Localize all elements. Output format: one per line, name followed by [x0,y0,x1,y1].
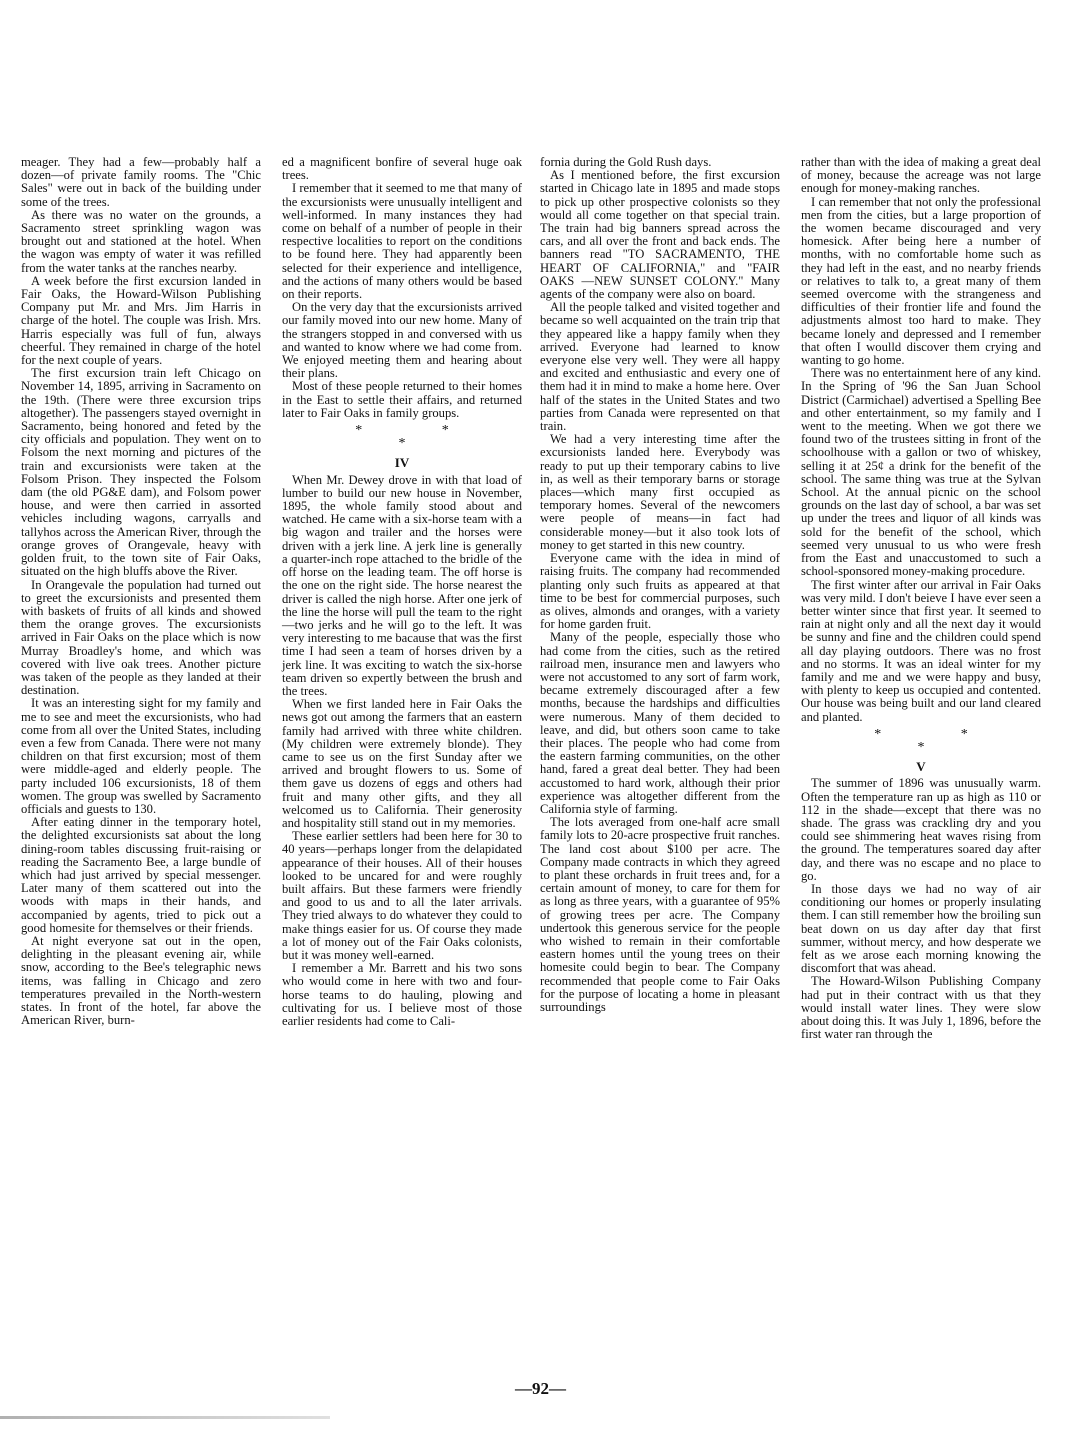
section-heading: V [916,759,926,775]
paragraph: We had a very interesting time after the excursionists landed here. Everybody was ready to put up their temporary cabins to live in, as well as their temporary barns or storage places—which many first occupied as temporary homes. Several of the newcomers were people of means—in fact had considerable money—but it also took lots of money to get started in this new country. [540,432,780,552]
paragraph: Many of the people, especially those who had come from the cities, such as the retired railroad men, insurance men and lawyers who were not accustomed to any sort of farm work, became extremely discouraged after a few months, because the hardships and difficulties were numerous. Many of them decided to leave, and did, but others soon came to take their places. The people who had come from the eastern farming communities, on the other hand, fared a great deal better. They had been accustomed to hard work, although their prior experience was altogether different from the California style of farming. [540,630,780,816]
section-separator: * * * [355,423,487,452]
paragraph: When we first landed here in Fair Oaks the news got out among the farmers that an eastern family had arrived with three white children. (My children were extremely blonde). They came to see us on the first Sunday after we arrived and brought flowers to us. Some of them gave us dozens of eggs and others had fruit and many other gifts, and they all welcomed us to California. Their generosity and hospitality still stand out in my memories. [282,697,522,830]
paragraph: All the people talked and visited together and became so well acquainted on the train trip that they appeared like a happy family when they arrived. Everyone had learned to know everyone else very well. They were all happy and excited and enthusiastic and every one of them had it in mind to make a home here. Over half of the states in the United States and two parties from Canada were represented on that train. [540,300,780,434]
paragraph: As I mentioned before, the first excursion started in Chicago late in 1895 and made stops to pick up other prospective colonists so they would all come together on that special train. The train had big banners spread across the cars, and all over the front and back ends. The banners read "TO SACRAMENTO, THE HEART OF CALIFORNIA," and "FAIR OAKS —NEW SUNSET COLONY." Many agents of the company were also on board. [540,168,780,302]
paragraph: As there was no water on the grounds, a Sacramento street sprinkling wagon was brought out and stationed at the hotel. When the wagon was empty of water it was refilled from the water tanks at the ranches nearby. [21,207,261,275]
page-number: —92— [515,1379,566,1398]
paragraph: The summer of 1896 was unusually warm. Often the temperature ran up as high as 110 or 112 in the shade—except that there was no shade. The grass was crackling dry and you could see shimmering heat waves rising from the ground. The temperatures soared day after day, and there was no escape and no place to go. [801,776,1041,883]
paragraph: Everyone came with the idea in mind of raising fruits. The company had recommended planting only such fruits as appeared at that time to be best for commercial purposes, such as olives, almonds and oranges, with a variety for home garden fruit. [540,551,780,632]
paragraph: It was an interesting sight for my family and me to see and meet the excursionists, who had come from all over the United States, including even a few from Canada. There were not many children on that first excursion; most of them were middle-aged and elderly people. The party included 106 excursionists, 18 of them women. The group was swelled by Sacramento officials and guests to 130. [21,696,261,816]
paragraph: I remember that it seemed to me that many of the excursionists were unusually intelligent and well-informed. In many instances they had come on behalf of a number of people in their respective localities to report on the conditions to be found here. They had apparently been selected for their experience and intelligence, and the actions of many others would be based on their reports. [282,181,522,302]
paragraph: The lots averaged from one-half acre small family lots to 20-acre prospective fruit ranches. The land cost about $100 per acre. The Company made contracts in which they agreed to plant these orchards in fruit trees and, for a certain amount of money, to care for them for as long as three years, with a guarantee of 95% of growing trees per acre. The Company undertook this generous service for the people who wished to remain in their comfortable eastern homes until the young trees on their homesite could begin to bear. The Company recommended that people come to Fair Oaks for the purpose of locating a home in pleasant surroundings [540,815,780,1014]
paragraph: At night everyone sat out in the open, delighting in the pleasant evening air, while snow, according to the Bee's telegraphic news items, was falling in Chicago and zero temperatures prevailed in the North-western states. In front of the hotel, far above the American River, burn- [21,933,261,1028]
paragraph: A week before the first excursion landed in Fair Oaks, the Howard-Wilson Publishing Company put Mr. and Mrs. Jim Harris in charge of the hotel. The couple was Irish. Mrs. Harris especially was full of fun, always cheerful. They remained in charge of the hotel for the next couple of years. [21,273,261,368]
paragraph: The first winter after our arrival in Fair Oaks was very mild. I don't beieve I have ever seen a better winter since that first year. It seemed to rain at night only and all the next day it would be sunny and fine and the children could spend all day playing outdoors. There was no frost and no storms. It was an ideal winter for my family and me and we were happy and busy, with plenty to keep us occupied and contented. Our house was being built and our land cleared and planted. [801,577,1041,724]
paragraph: After eating dinner in the temporary hotel, the delighted excursionists sat about the long dining-room tables discussing fruit-raising or reading the Sacramento Bee, a large bundle of which had just arrived by special messenger. Later many of them scattered out into the woods with maps in their hands, and accompanied by agents, tried to pick out a good homesite for themselves or their friends. [21,815,261,935]
paragraph: rather than with the idea of making a great deal of money, because the acreage was not large enough for money-making ranches. [801,155,1041,196]
paragraph: fornia during the Gold Rush days. [540,155,712,169]
column-1 [21,156,261,1027]
paragraph: I can remember that not only the professional men from the cities, but a large proportion of the women became discouraged and very homesick. After being here a number of months, with no comfortable home such as they had left in the east, and no nearby friends or relatives to talk to, a great many of them seemed overcome with the strangeness and difficulties of their frontier life and found the adjustments almost too hard to make. They became lonely and depressed and I remember that often I woulld discover them crying and wanting to go home. [801,194,1041,368]
column-4 [801,156,1041,1041]
paragraph: In Orangevale the population had turned out to greet the excursionists and presented them with baskets of fruits of all kinds and showed them the orange groves. The excursionists arrived in Fair Oaks on the place which is now Murray Broadley's home, and which was covered with live oak trees. Another picture was taken of the people as they landed at their destination. [21,577,261,698]
section-heading: IV [394,455,410,471]
paragraph: On the very day that the excursionists arrived our family moved into our new home. Many of the strangers stopped in and conversed with us and wanted to know where we had come from. We enjoyed meeting them and hearing about their plans. [282,300,522,381]
paragraph: I remember a Mr. Barrett and his two sons who would come in here with two and four-horse teams to do hauling, plowing and cultivating for us. I believe most of those earlier residents had come to Cali- [282,961,522,1028]
paragraph: There was no entertainment here of any kind. In the Spring of '96 the San Juan School District (Carmichael) advertised a Spelling Bee and other entertainment, so my family and I went to the meeting. When we got there we found two of the trustees sitting in front of the schoolhouse with a gallon or two of whiskey, selling it at 25¢ a drink for the benefit of the school. The same thing was true at the Sylvan School. At the annual picnic on the school grounds on the last day of school, a bar was set up under the trees and liquor of all kinds was sold for the benefit of the school, which seemed very unusual to us who were fresh from the East and unaccustomed to such a school-sponsored money-making procedure. [801,366,1041,579]
paragraph: meager. They had a few—probably half a dozen—of private family rooms. The "Chic Sales" were out in back of the building under some of the trees. [21,155,261,209]
paragraph: In those days we had no way of air conditioning our homes or properly insulating them. I can still remember how the broiling sun beat down on us day after day that first summer, without mercy, and how desperate we felt as we arose each morning knowing the discomfort that was ahead. [801,881,1041,976]
paragraph: These earlier settlers had been here for 30 to 40 years—perhaps longer from the delapidated appearance of their houses. All of their houses looked to be uncared for and were roughly built affairs. But these farmers were friendly and good to us and to all the later arrivals. They tried always to do whatever they could to make things easier for us. Of course they made a lot of money out of the Fair Oaks colonists, but it was money well-earned. [282,829,522,962]
paragraph: ed a magnificent bonfire of several huge oak trees. [282,155,522,183]
section-separator: * * * [874,726,1006,755]
scan-edge-mark [0,1416,330,1419]
column-3 [540,156,780,1014]
paragraph: Most of these people returned to their homes in the East to settle their affairs, and returned later to Fair Oaks in family groups. [282,379,522,420]
paragraph: The Howard-Wilson Publishing Company had put in their contract with us that they would install water lines. They were slow about doing this. It was July 1, 1896, before the first water ran through the [801,974,1041,1042]
column-2 [282,156,522,1028]
paragraph: When Mr. Dewey drove in with that load of lumber to build our new house in November, 1895, the whole family stood about and watched. He came with a six-horse team with a big wagon and trailer and the horses were driven with a jerk line. A jerk line is generally a quarter-inch rope attached to the bridle of the off horse on the leading team. The off horse is the one on the right side. The horse nearest the driver is called the nigh horse. After one jerk of the line the horse will pull the team to the right—two jerks and he will go to the left. It was very interesting to me bacause that was the first time I had seen a team of horses driven by a jerk line. It was exciting to watch the six-horse team driven so expertly between the brush and the trees. [282,472,522,698]
paragraph: The first excursion train left Chicago on November 14, 1895, arriving in Sacramento on the 19th. (There were three excursion trips altogether). The passengers stayed overnight in Sacramento, being honored and feted by the city officials and population. They went on to Folsom the next morning and pictures of the train and excursionists were taken at the Folsom Prison. They inspected the Folsom dam (the old PG&E dam), and Folsom power house, and were then carried in assorted vehicles including wagons, carryalls and tallyhos across the American River, through the orange groves of Orangevale, heavy with golden fruit, to the town site of Fair Oaks, situated on the high bluffs above the River. [21,366,261,579]
